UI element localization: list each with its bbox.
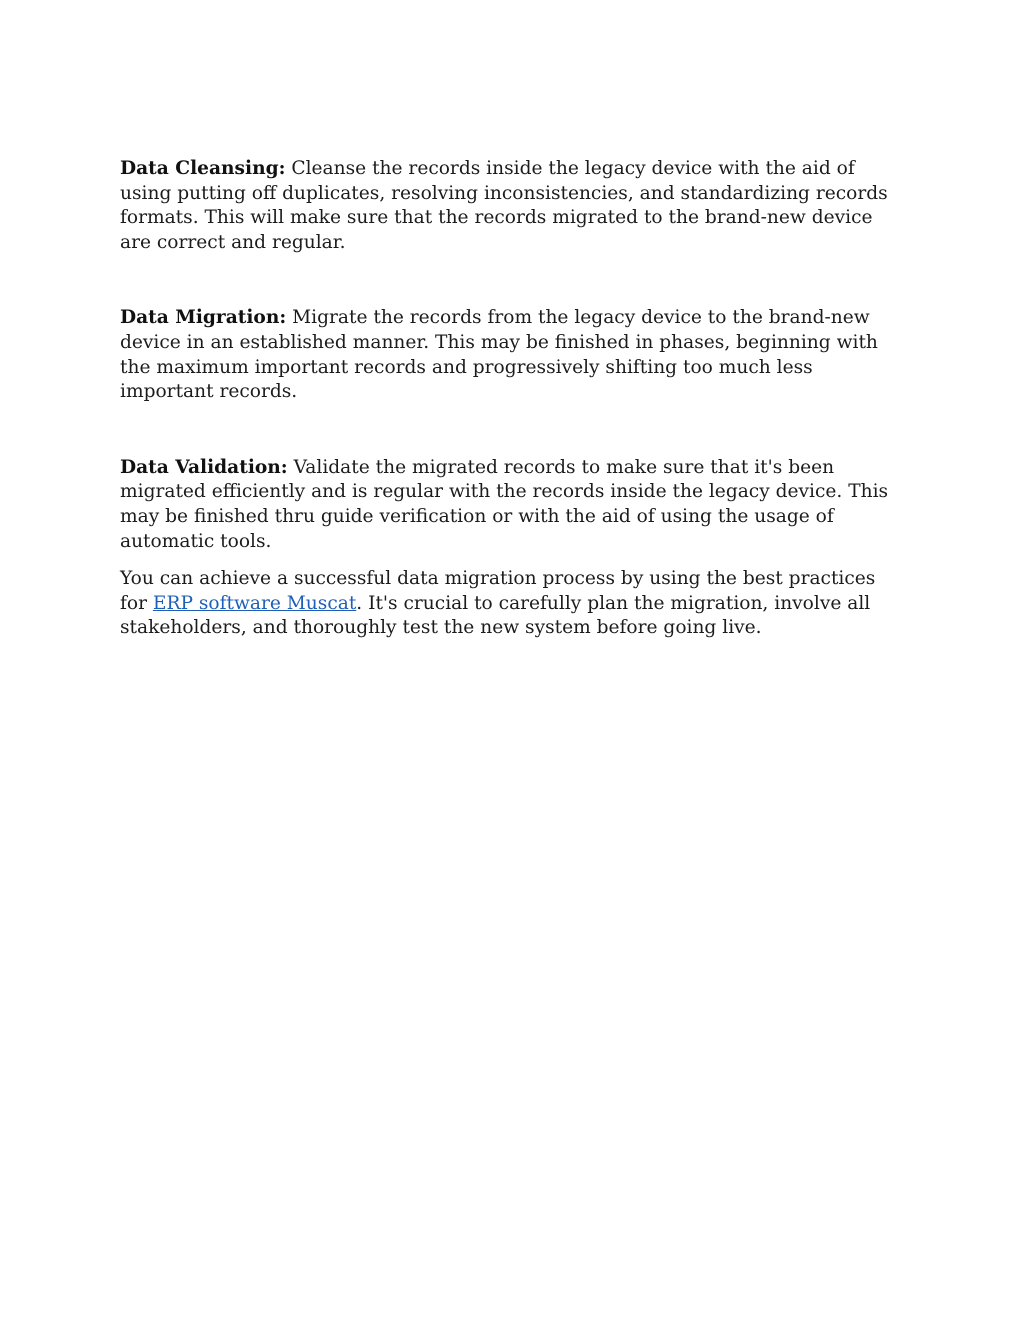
document-body xyxy=(120,157,904,641)
section-text: Migrate the records from the legacy device to the brand-new device in an established manner. This may be finished in phases, beginning with the maximum important records and progressively shifting too much less important records. xyxy=(120,307,878,403)
section-data-cleansing xyxy=(120,157,904,255)
section-data-validation xyxy=(120,456,904,554)
section-term: Data Migration: xyxy=(120,307,287,329)
erp-software-muscat-link[interactable]: ERP software Muscat xyxy=(152,592,357,614)
section-term: Data Cleansing: xyxy=(120,158,286,179)
section-term: Data Validation: xyxy=(120,456,288,478)
closing-paragraph xyxy=(120,567,904,641)
section-data-migration xyxy=(120,306,904,404)
section-text: Validate the migrated records to make sure that it's been migrated efficiently and is regular with the records inside the legacy device. This may be finished thru guide verification or with the aid of using the usage of automatic tools. xyxy=(120,456,889,552)
closing-text-before-link: You can achieve a successful data migration process by using the best practices for xyxy=(120,568,876,614)
section-text: Cleanse the records inside the legacy device with the aid of using putting off duplicates, resolving inconsistencies, and standardizing records formats. This will make sure that the records migrated to the brand-new device are correct and regular. xyxy=(120,158,888,253)
closing-text-after-link: . It's crucial to carefully plan the migration, involve all stakeholders, and thoroughly test the new system before going live. xyxy=(120,592,871,639)
